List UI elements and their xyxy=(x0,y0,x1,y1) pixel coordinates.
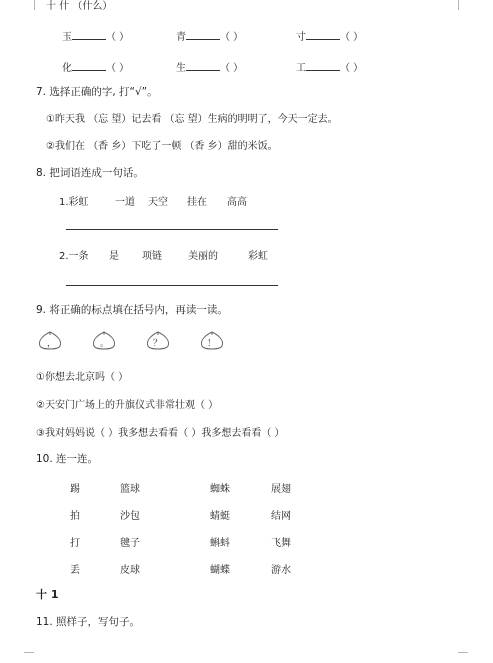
match-action[interactable]: 游水 xyxy=(271,565,291,576)
match-insect[interactable]: 蜻蜓 xyxy=(210,511,230,522)
peach-exclamation-icon xyxy=(198,330,226,352)
q8-word: 一道 xyxy=(115,197,135,208)
q8-word: 1.彩虹 xyxy=(59,197,89,208)
match-insect[interactable]: 蝴蝶 xyxy=(210,565,230,576)
paren-blank[interactable]: （ ） xyxy=(340,63,364,74)
corner-mark-top-left xyxy=(24,0,35,10)
match-object[interactable]: 篮球 xyxy=(120,484,140,495)
paren-blank[interactable]: （ ） xyxy=(220,63,244,74)
paren-blank[interactable]: （ ） xyxy=(106,63,130,74)
q8-word: 2.一条 xyxy=(59,251,89,262)
match-object[interactable]: 毽子 xyxy=(120,538,140,549)
mark-comma: ， xyxy=(47,339,57,349)
q10-title: 10. 连一连。 xyxy=(36,453,99,465)
corner-mark-bottom-left xyxy=(24,652,34,663)
q8-word: 彩虹 xyxy=(248,251,268,262)
blank-line[interactable] xyxy=(306,61,340,71)
q9-sentence-2: ②天安门广场上的升旗仪式非常壮观（ ） xyxy=(36,400,219,411)
blank-line[interactable] xyxy=(186,61,220,71)
char-row-1 xyxy=(62,28,129,43)
char-row-2c xyxy=(296,59,363,74)
q8-word: 美丽的 xyxy=(188,251,218,262)
q8-word: 挂在 xyxy=(187,197,207,208)
char-row-1c xyxy=(296,28,363,43)
q8-title: 8. 把词语连成一句话。 xyxy=(36,167,144,179)
peach-period-icon xyxy=(90,330,118,352)
char-label: 青 xyxy=(176,32,186,43)
answer-line-2[interactable] xyxy=(66,285,278,286)
match-action[interactable]: 飞舞 xyxy=(271,538,291,549)
blank-line[interactable] xyxy=(186,30,220,40)
q8-word: 高高 xyxy=(227,197,247,208)
mark-period: 。 xyxy=(100,339,110,349)
char-label: 生 xyxy=(176,63,186,74)
mark-question: ？ xyxy=(153,339,163,349)
match-verb[interactable]: 打 xyxy=(70,538,80,549)
char-row-1b xyxy=(176,28,243,43)
match-verb[interactable]: 丢 xyxy=(70,565,80,576)
char-item: 玉 （ ） xyxy=(62,32,130,43)
corner-mark-bottom-right xyxy=(458,652,468,663)
char-label: 寸 xyxy=(296,32,306,43)
q9-sentence-3: ③我对妈妈说（ ）我多想去看看（ ）我多想去看看（ ） xyxy=(36,428,285,439)
match-insect[interactable]: 蝌蚪 xyxy=(210,538,230,549)
q7-sentence-2: ②我们在 （香 乡）下吃了一顿 （香 乡）甜的米饭。 xyxy=(46,141,278,152)
match-object[interactable]: 皮球 xyxy=(120,565,140,576)
match-action[interactable]: 展翅 xyxy=(271,484,291,495)
blank-line[interactable] xyxy=(72,30,106,40)
paren-blank[interactable]: （ ） xyxy=(220,32,244,43)
q8-word: 天空 xyxy=(148,197,168,208)
corner-mark-top-right xyxy=(458,0,469,10)
blank-line[interactable] xyxy=(72,61,106,71)
match-verb[interactable]: 踢 xyxy=(70,484,80,495)
q7-sentence-1: ①昨天我 （忘 望）记去看 （忘 望）生病的明明了，今天一定去。 xyxy=(46,114,338,125)
q7-title: 7. 选择正确的字, 打“√”。 xyxy=(36,86,158,98)
top-line: 十 什 （什么） xyxy=(46,1,113,12)
match-action[interactable]: 结网 xyxy=(271,511,291,522)
paren-blank[interactable]: （ ） xyxy=(340,32,364,43)
blank-line[interactable] xyxy=(306,30,340,40)
mark-exclamation: ！ xyxy=(207,339,217,349)
peach-question-icon xyxy=(144,330,172,352)
q8-word: 项链 xyxy=(142,251,162,262)
char-label: 化 xyxy=(62,63,72,74)
answer-line-1[interactable] xyxy=(66,229,278,230)
char-row-2b xyxy=(176,59,243,74)
q8-word: 是 xyxy=(109,251,119,262)
match-insect[interactable]: 蜘蛛 xyxy=(210,484,230,495)
q9-sentence-1: ①你想去北京吗（ ） xyxy=(36,372,129,383)
char-label: 工 xyxy=(296,63,306,74)
match-verb[interactable]: 拍 xyxy=(70,511,80,522)
section-heading: 十 1 xyxy=(36,588,59,601)
q11-title: 11. 照样子，写句子。 xyxy=(36,616,141,628)
q9-title: 9. 将正确的标点填在括号内，再读一读。 xyxy=(36,304,228,316)
match-object[interactable]: 沙包 xyxy=(120,511,140,522)
char-row-2 xyxy=(62,59,129,74)
peach-comma-icon xyxy=(36,330,64,352)
